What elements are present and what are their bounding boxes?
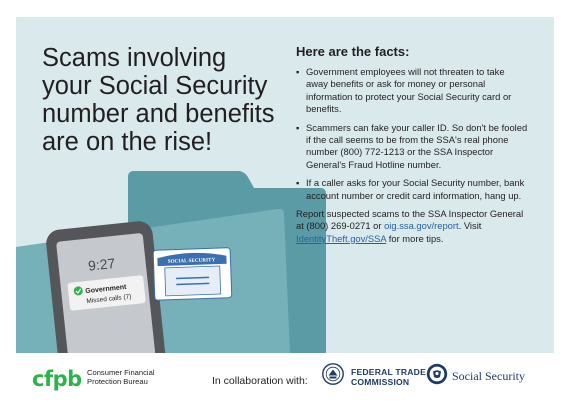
fact-text: Scammers can fake your caller ID. So don't be fooled if the call seems to be from the SSA's real phone number (800) 772-1213 or the SSA Inspector General's Fraud Hotline number. [306, 121, 528, 170]
footer [0, 353, 570, 407]
cfpb-name [87, 368, 155, 386]
cfpb-name-line: Consumer Financial [87, 368, 155, 377]
ftc-name [351, 367, 426, 387]
headline: Scams involving your Social Security number and benefits are on the rise! [42, 44, 275, 156]
phone [45, 220, 167, 353]
facts-heading: Here are the facts: [296, 44, 410, 59]
ssa-seal-icon [426, 363, 448, 385]
social-security-card [153, 248, 232, 301]
oig-report-link[interactable]: oig.ssa.gov/report [384, 220, 459, 232]
ssa-name: Social Security [452, 369, 525, 383]
report-text-part: Report suspected scams to the SSA Inspector General at (800) 269-0271 or [296, 208, 524, 232]
ftc-name-line: FEDERAL TRADE [351, 367, 427, 377]
fact-item [296, 66, 528, 116]
report-text-part: for more tips. [386, 232, 444, 244]
collaboration-label: In collaboration with: [212, 375, 308, 387]
bullet-icon: ▪ [296, 66, 300, 77]
bullet-icon: ▪ [296, 177, 300, 189]
report-text [296, 208, 528, 245]
fact-item [296, 122, 528, 172]
facts-list [296, 66, 528, 202]
cfpb-logo: cfpb [32, 367, 82, 391]
report-text-part: . Visit [458, 220, 482, 232]
bullet-icon: ▪ [296, 121, 300, 133]
cfpb-name-line: Protection Bureau [87, 377, 148, 386]
fact-item [296, 177, 528, 202]
notification-sub: Missed calls (7) [86, 293, 132, 306]
fact-text: Government employees will not threaten to take away benefits or ask for money or personal information to protect your Social Security card or benefits. [306, 66, 512, 115]
card-title: SOCIAL SECURITY [167, 257, 216, 265]
notification-title: Government [85, 283, 127, 296]
phone-time: 9:27 [87, 254, 116, 274]
fact-text: If a caller asks for your Social Security number, bank account number or credit card information, hang up. [306, 177, 525, 201]
identity-theft-link[interactable]: IdentityTheft.gov/SSA [296, 232, 387, 244]
ftc-seal-icon [322, 363, 344, 385]
facts-section [296, 44, 528, 245]
ftc-name-line: COMMISSION [351, 377, 410, 387]
